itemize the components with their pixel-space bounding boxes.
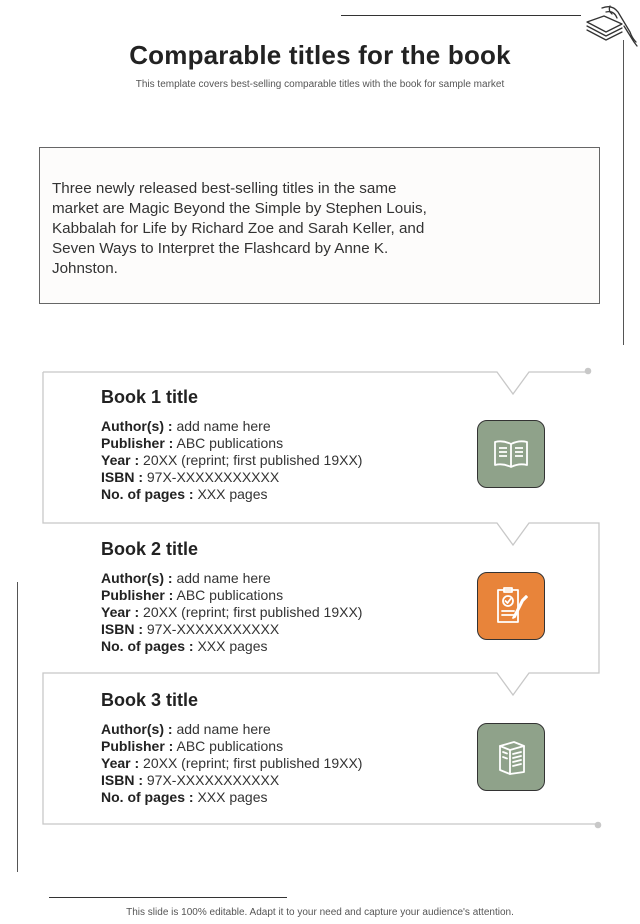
authors-row	[101, 570, 362, 587]
isbn-label: ISBN :	[101, 621, 143, 637]
year-row	[101, 452, 362, 469]
isbn-row	[101, 621, 362, 638]
publisher-row	[101, 435, 362, 452]
year-value: 20XX (reprint; first published 19XX)	[143, 604, 363, 620]
year-row	[101, 755, 362, 772]
publisher-row	[101, 587, 362, 604]
open-book-icon	[492, 439, 530, 469]
closed-book-icon-tile	[477, 723, 545, 791]
certified-document-icon	[494, 586, 528, 626]
pages-label: No. of pages :	[101, 486, 194, 502]
book-title: Book 1 title	[101, 387, 199, 407]
publisher-value: ABC publications	[176, 435, 284, 451]
authors-value: add name here	[176, 570, 271, 586]
publisher-value: ABC publications	[176, 587, 284, 603]
authors-value: add name here	[176, 418, 271, 434]
publisher-value: ABC publications	[176, 738, 284, 754]
publisher-row	[101, 738, 362, 755]
book-details	[101, 570, 362, 655]
publisher-label: Publisher :	[101, 435, 174, 451]
authors-row	[101, 721, 362, 738]
isbn-label: ISBN :	[101, 469, 143, 485]
year-label: Year :	[101, 755, 140, 771]
pages-row	[101, 486, 362, 503]
authors-label: Author(s) :	[101, 721, 173, 737]
pages-row	[101, 789, 362, 806]
authors-label: Author(s) :	[101, 418, 173, 434]
footer-note: This slide is 100% editable. Adapt it to your need and capture your audience's attention.	[126, 907, 514, 918]
publisher-label: Publisher :	[101, 738, 174, 754]
summary-text: Three newly released best-selling titles in the same market are Magic Beyond the Simple by Stephen Louis, Kabbalah for Life by Richard Zoe and Sarah Keller, and Seven Ways to Interpret the Flashcard by Anne K. Johnston.	[52, 180, 427, 277]
year-label: Year :	[101, 604, 140, 620]
pages-value: XXX pages	[197, 486, 268, 502]
book-details	[101, 721, 362, 806]
publisher-label: Publisher :	[101, 587, 174, 603]
pages-row	[101, 638, 362, 655]
pages-value: XXX pages	[197, 789, 268, 805]
book-title: Book 3 title	[101, 690, 199, 710]
page-subtitle: This template covers best-selling comparable titles with the book for sample market	[135, 79, 505, 90]
authors-value: add name here	[176, 721, 271, 737]
authors-row	[101, 418, 362, 435]
year-label: Year :	[101, 452, 140, 468]
year-row	[101, 604, 362, 621]
authors-label: Author(s) :	[101, 570, 173, 586]
isbn-row	[101, 772, 362, 789]
certified-document-icon-tile	[477, 572, 545, 640]
pages-label: No. of pages :	[101, 638, 194, 654]
top-rule	[341, 15, 581, 16]
isbn-value: 97X-XXXXXXXXXXX	[146, 469, 280, 485]
year-value: 20XX (reprint; first published 19XX)	[143, 755, 363, 771]
isbn-row	[101, 469, 362, 486]
page-title: Comparable titles for the book	[129, 40, 511, 70]
closed-book-icon	[494, 738, 528, 776]
pages-label: No. of pages :	[101, 789, 194, 805]
book-title: Book 2 title	[101, 539, 199, 559]
book-details	[101, 418, 362, 503]
bottom-rule	[49, 897, 287, 898]
open-book-icon-tile	[477, 420, 545, 488]
isbn-label: ISBN :	[101, 772, 143, 788]
isbn-value: 97X-XXXXXXXXXXX	[146, 621, 280, 637]
isbn-value: 97X-XXXXXXXXXXX	[146, 772, 280, 788]
summary-box	[39, 147, 600, 304]
pages-value: XXX pages	[197, 638, 268, 654]
year-value: 20XX (reprint; first published 19XX)	[143, 452, 363, 468]
